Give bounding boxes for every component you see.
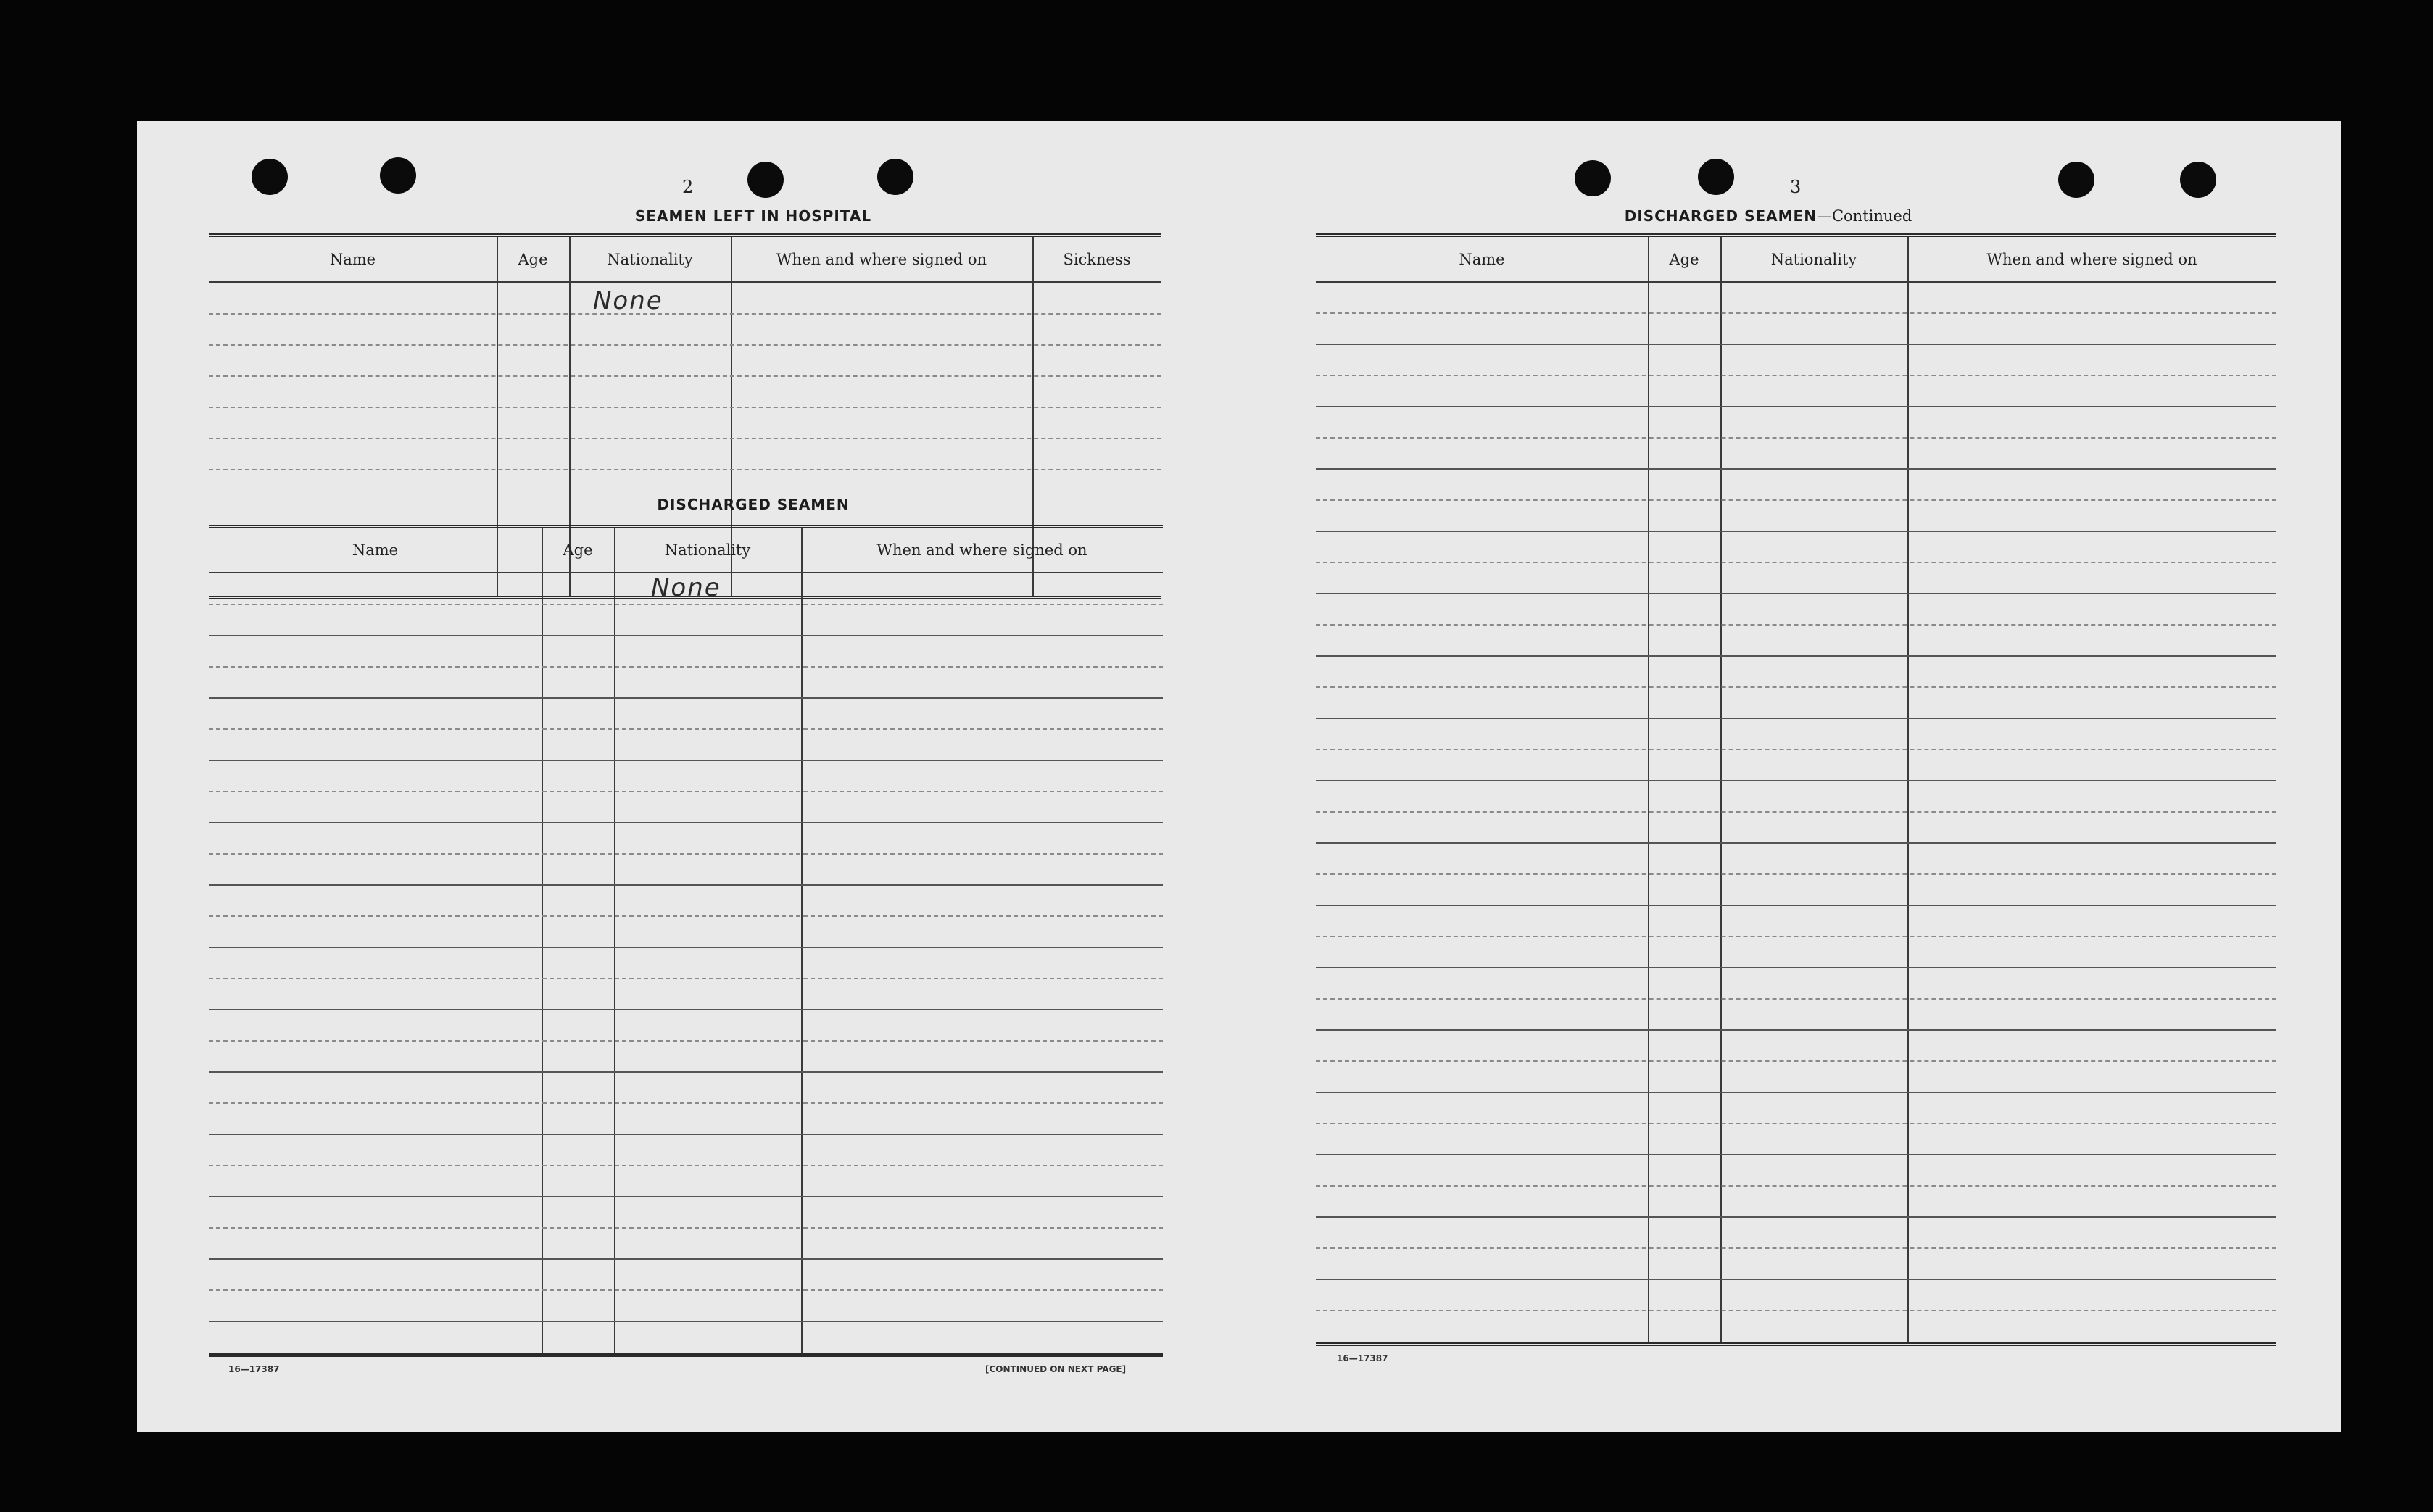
hospital-section-title: SEAMEN LEFT IN HOSPITAL xyxy=(634,207,872,225)
hospital-table-header xyxy=(209,237,1161,283)
row-line xyxy=(1316,1123,2276,1124)
row-line xyxy=(1316,686,2276,688)
row-line xyxy=(1316,655,2276,657)
discharged-table-right xyxy=(1316,233,2276,1346)
document-sheet xyxy=(137,121,2341,1432)
discharged-table-left xyxy=(209,525,1163,1357)
continued-note: [CONTINUED ON NEXT PAGE] xyxy=(985,1364,1127,1374)
row-line xyxy=(1316,1247,2276,1249)
row-line xyxy=(1316,312,2276,314)
row-line xyxy=(1316,1185,2276,1187)
row-line xyxy=(1316,562,2276,563)
discharged-col-nationality: Nationality xyxy=(664,541,751,559)
row-line xyxy=(1316,936,2276,937)
right-col-nationality: Nationality xyxy=(1770,250,1857,268)
row-line xyxy=(1316,437,2276,439)
right-title-suffix: —Continued xyxy=(1816,207,1912,225)
punch-hole xyxy=(877,159,913,195)
row-line xyxy=(209,438,1161,439)
discharged-section-title: DISCHARGED SEAMEN xyxy=(657,496,850,513)
row-line xyxy=(209,1165,1163,1166)
row-line xyxy=(209,697,1163,699)
right-col-name: Name xyxy=(1459,250,1505,268)
row-line xyxy=(209,884,1163,886)
row-line xyxy=(209,822,1163,823)
left-page-number: 2 xyxy=(682,177,694,197)
row-line xyxy=(209,1071,1163,1073)
row-line xyxy=(209,947,1163,948)
row-line xyxy=(1316,344,2276,345)
row-line xyxy=(209,915,1163,917)
hospital-col-name: Name xyxy=(329,250,376,268)
discharged-right-header xyxy=(1316,237,2276,283)
row-line xyxy=(1316,811,2276,813)
row-line xyxy=(1316,531,2276,532)
right-form-number: 16—17387 xyxy=(1337,1353,1388,1363)
row-line xyxy=(1316,375,2276,376)
punch-hole xyxy=(747,162,784,198)
discharged-col-signed-on: When and where signed on xyxy=(876,541,1087,559)
row-line xyxy=(209,635,1163,636)
row-line xyxy=(1316,749,2276,750)
row-line xyxy=(209,791,1163,792)
handwritten-entry: None xyxy=(651,573,721,602)
row-line xyxy=(209,728,1163,730)
row-line xyxy=(209,1009,1163,1010)
row-line xyxy=(1316,905,2276,906)
row-line xyxy=(209,1289,1163,1291)
punch-hole xyxy=(1698,159,1734,195)
row-line xyxy=(209,760,1163,761)
row-line xyxy=(1316,1092,2276,1093)
row-line xyxy=(1316,499,2276,501)
row-line xyxy=(209,469,1161,470)
column-divider xyxy=(1907,237,1909,1342)
hospital-col-sickness: Sickness xyxy=(1063,250,1131,268)
hospital-col-signed-on: When and where signed on xyxy=(776,250,987,268)
row-line xyxy=(1316,718,2276,719)
row-line xyxy=(1316,1029,2276,1031)
row-line xyxy=(1316,624,2276,626)
left-form-number: 16—17387 xyxy=(228,1364,280,1374)
row-line xyxy=(1316,842,2276,844)
punch-hole xyxy=(2180,162,2216,198)
column-divider xyxy=(1648,237,1649,1342)
column-divider xyxy=(542,528,543,1353)
column-divider xyxy=(1720,237,1722,1342)
row-line xyxy=(1316,1279,2276,1280)
right-title-bold: DISCHARGED SEAMEN xyxy=(1624,207,1817,225)
row-line xyxy=(1316,1310,2276,1311)
row-line xyxy=(209,1196,1163,1197)
row-line xyxy=(209,604,1163,605)
right-col-signed-on: When and where signed on xyxy=(1986,250,2197,268)
hospital-col-nationality: Nationality xyxy=(607,250,693,268)
row-line xyxy=(1316,468,2276,470)
row-line xyxy=(1316,593,2276,594)
row-line xyxy=(1316,998,2276,1000)
discharged-col-age: Age xyxy=(563,541,593,559)
column-divider xyxy=(614,528,615,1353)
row-line xyxy=(1316,1216,2276,1218)
row-line xyxy=(1316,1060,2276,1062)
row-line xyxy=(1316,1154,2276,1155)
row-line xyxy=(209,1227,1163,1229)
row-line xyxy=(209,853,1163,855)
row-line xyxy=(209,1102,1163,1104)
column-divider xyxy=(801,528,803,1353)
row-line xyxy=(209,344,1161,346)
row-line xyxy=(209,1321,1163,1322)
row-line xyxy=(209,1134,1163,1135)
row-line xyxy=(209,978,1163,979)
row-line xyxy=(209,407,1161,408)
row-line xyxy=(209,666,1163,668)
handwritten-entry: None xyxy=(593,286,663,315)
row-line xyxy=(1316,967,2276,968)
row-line xyxy=(1316,873,2276,875)
hospital-col-age: Age xyxy=(518,250,548,268)
row-line xyxy=(1316,780,2276,781)
punch-hole xyxy=(252,159,288,195)
row-line xyxy=(209,1258,1163,1260)
discharged-col-name: Name xyxy=(352,541,399,559)
right-col-age: Age xyxy=(1669,250,1699,268)
row-line xyxy=(209,1040,1163,1042)
punch-hole xyxy=(1575,160,1611,196)
right-page-number: 3 xyxy=(1790,177,1802,197)
row-line xyxy=(209,375,1161,377)
right-section-title xyxy=(1587,207,1949,225)
punch-hole xyxy=(2058,162,2094,198)
discharged-left-header xyxy=(209,528,1163,573)
row-line xyxy=(209,313,1161,315)
row-line xyxy=(1316,406,2276,407)
punch-hole xyxy=(380,157,416,194)
